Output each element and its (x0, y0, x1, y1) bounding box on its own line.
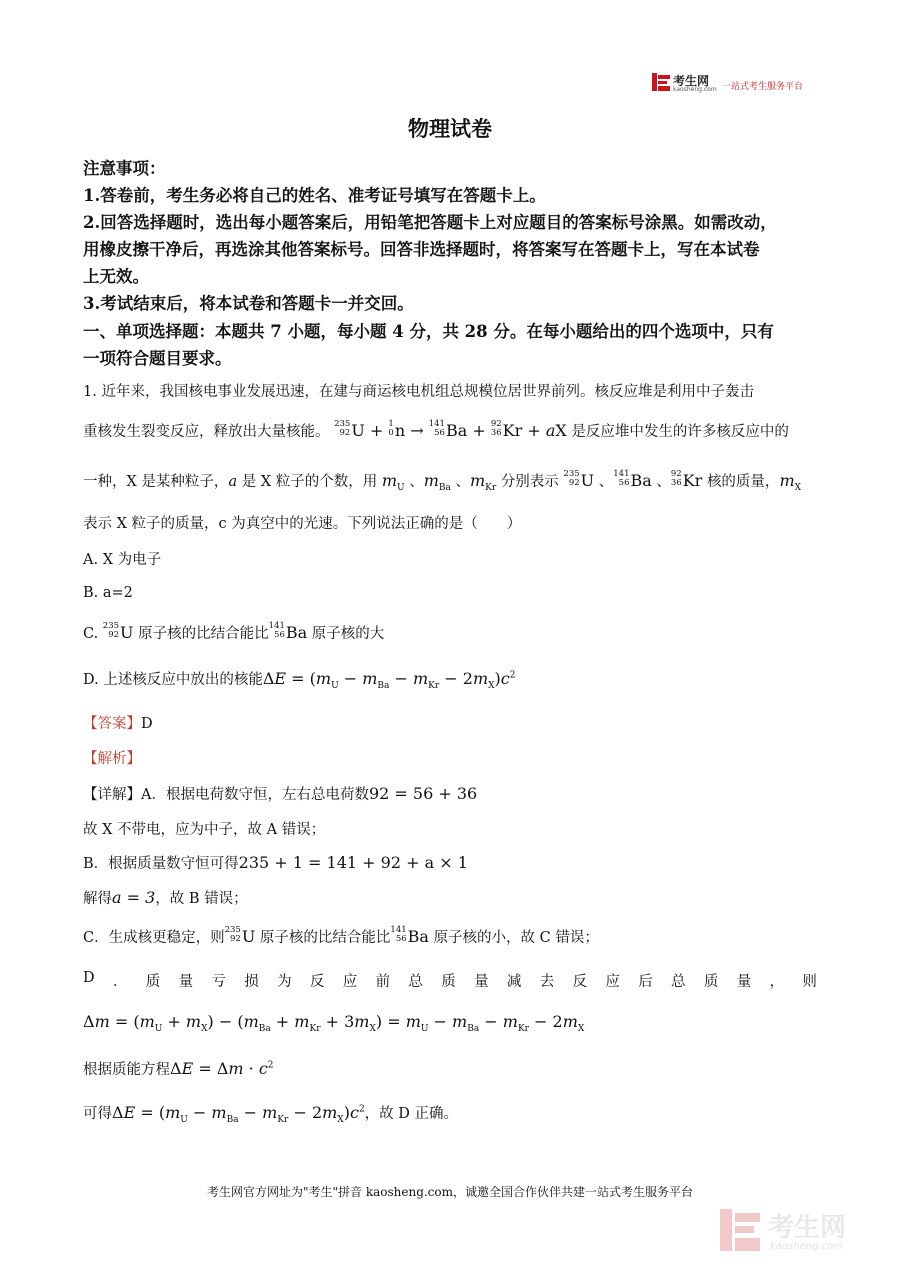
d-line-char: 应 (605, 974, 620, 990)
logo-slogan: 一站式考生服务平台 (722, 82, 804, 92)
option-d: D. 上述核反应中放出的核能$\Delta E = (m_U - m_{Ba} - m_{Kr} - 2m_X)c^2$ (83, 669, 516, 692)
fission-equation: 235 92 U + 1 0 n → 141 56 Ba + 92 36 Kr + aX (334, 419, 567, 440)
d-line-char: 亏 (211, 974, 226, 990)
question-line4: 表示 X 粒子的质量，c 为真空中的光速。下列说法正确的是（ ） (83, 516, 522, 532)
d-line-char: 量 (736, 974, 752, 990)
watermark-logo-icon (718, 1207, 762, 1253)
d-line-char: 量 (178, 974, 194, 990)
watermark-url: kaosheng.com (770, 1241, 843, 1252)
mass-energy-line: 根据质能方程$\Delta E = \Delta m \cdot c^2$ (83, 1059, 274, 1078)
question-line1: 1. 近年来，我国核电事业发展迅速，在建与商运核电机组总规模位居世界前列。核反应堆是利用中子轰击 (83, 384, 754, 400)
d-line-char: 总 (671, 974, 686, 990)
d-line-char: ． (112, 974, 128, 990)
notice-heading: 注意事项： (83, 159, 166, 178)
d-line-char: ， (769, 974, 785, 990)
d-line-char: 则 (802, 974, 817, 990)
d-line-char: 损 (244, 974, 259, 990)
notice-item-3: 3.考试结束后，将本试卷和答题卡一并交回。 (83, 294, 414, 313)
option-b: B. a=2 (83, 585, 133, 601)
watermark-name: 考生网 (768, 1213, 847, 1243)
d-line-char: 反 (309, 974, 325, 990)
answer-line: 【答案】D (83, 716, 153, 732)
final-line: 可得$\Delta E = (m_U - m_{Ba} - m_{Kr} - 2m_X)c^2$，故 D 正确。 (83, 1103, 459, 1126)
d-line-char: 为 (277, 974, 292, 990)
page-title: 物理试卷 (408, 116, 492, 141)
d-line-char: 反 (572, 974, 588, 990)
d-line-char: 质 (145, 974, 161, 990)
analysis-label: 【解析】 (83, 751, 141, 767)
d-line-char: 去 (539, 974, 555, 990)
d-line-char: 减 (506, 974, 522, 990)
d-line-char: 质 (441, 974, 456, 990)
footer-text: 考生网官方网址为"考生"拼音 kaosheng.com，诚邀全国合作伙伴共建一站式考生服务平台 (206, 1185, 694, 1199)
mass-defect-equation: $\Delta m = (m_U + m_X) - (m_{Ba} + m_{Kr} + 3m_X) = m_U - m_{Ba} - m_{Kr} - 2m_X$ (83, 1012, 585, 1035)
explanation-b-line1: B．根据质量数守恒可得235 + 1 = 141 + 92 + a × 1 (83, 853, 468, 872)
notice-item-2-line3: 上无效。 (83, 267, 149, 286)
section-heading-line2: 一项符合题目要求。 (83, 349, 232, 368)
explanation-a-line1: 【详解】A．根据电荷数守恒，左右总电荷数92 = 56 + 36 (83, 784, 478, 803)
notice-item-2-line2: 用橡皮擦干净后，再选涂其他答案标号。回答非选择题时，将答案写在答题卡上，写在本试卷 (83, 240, 760, 259)
explanation-c: C．生成核更稳定，则 235 92 U 原子核的比结合能比 141 56 Ba 原子核的小，故 C 错误； (83, 925, 599, 946)
logo-name: 考生网 (673, 74, 710, 88)
notice-item-2-line1: 2.回答选择题时，选出每小题答案后，用铅笔把答题卡上对应题目的答案标号涂黑。如需改动， (83, 213, 777, 232)
logo-url: kaosheng.com (673, 86, 717, 93)
header-logo (652, 73, 822, 97)
explanation-b-line2: 解得a = 3，故 B 错误； (83, 888, 248, 907)
watermark (718, 1207, 878, 1255)
d-line-char: 后 (638, 974, 653, 990)
d-line-char: 量 (474, 974, 489, 990)
question-line2: 重核发生裂变反应，释放出大量核能。 235 92 U + 1 0 n → 141 56 Ba + 92 36 Kr + aX 是反应堆中发生的许多核反应中的 (83, 419, 789, 440)
d-line-char: 质 (703, 974, 719, 990)
d-line-char: 总 (408, 974, 423, 990)
kaosheng-logo-icon (652, 73, 670, 91)
question-line3: 一种，X 是某种粒子，a 是 X 粒子的个数，用 $m_U$ 、$m_{Ba}$ 、$m_{Kr}$ 分别表示 235 92 U 、 141 56 Ba 、 92 36 Kr 核的质量，$m_X$ (83, 469, 802, 494)
notice-item-1: 1.答卷前，考生务必将自己的姓名、准考证号填写在答题卡上。 (83, 186, 546, 205)
d-line-char: D (83, 970, 95, 986)
explanation-d-line1 (83, 970, 817, 991)
explanation-a-line2: 故 X 不带电，应为中子，故 A 错误； (83, 822, 326, 838)
option-c: C. 235 92 U 原子核的比结合能比 141 56 Ba 原子核的大 (83, 621, 385, 642)
option-a: A. X 为电子 (83, 552, 162, 568)
d-line-char: 应 (342, 974, 358, 990)
d-line-char: 前 (375, 974, 391, 990)
section-heading-line1: 一、单项选择题：本题共 7 小题，每小题 4 分，共 28 分。在每小题给出的四个选项中，只有 (83, 322, 774, 341)
